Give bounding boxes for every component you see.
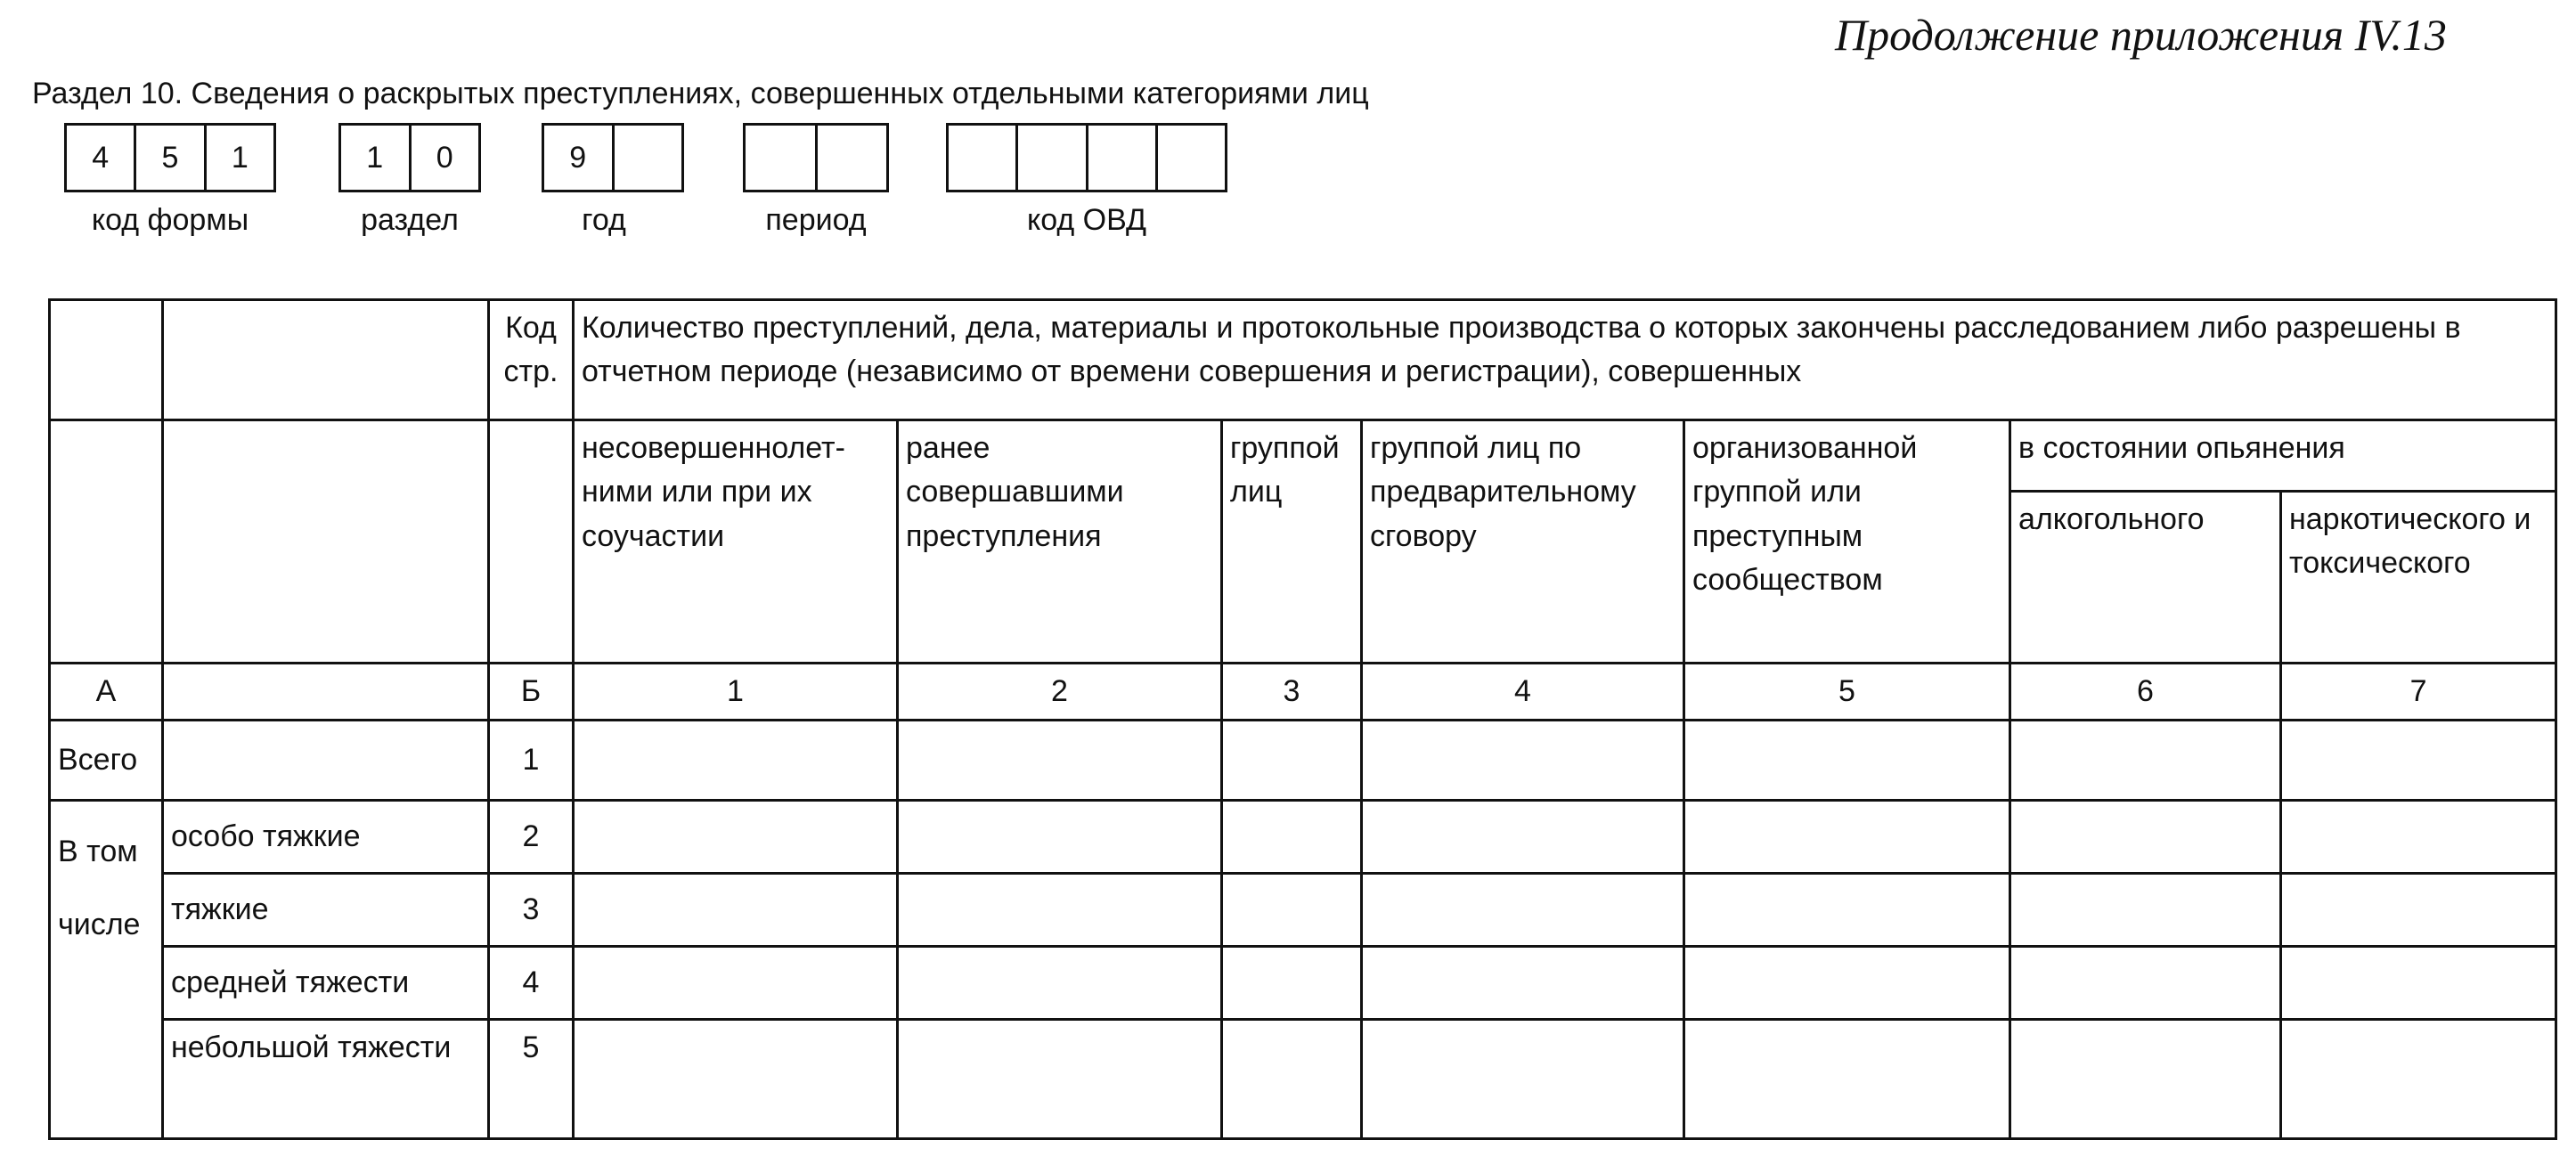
index-cell: 5 xyxy=(1684,664,2010,721)
entry-cell[interactable] xyxy=(898,721,1222,801)
header-blank xyxy=(489,492,574,664)
code-cell xyxy=(746,126,818,190)
entry-cell[interactable] xyxy=(574,721,898,801)
column-header-7: наркотического и токсического xyxy=(2281,492,2556,664)
row-label: средней тяжести xyxy=(163,947,489,1020)
code-cell xyxy=(1018,126,1088,190)
header-blank xyxy=(163,492,489,664)
entry-cell[interactable] xyxy=(898,874,1222,947)
entry-cell[interactable] xyxy=(1222,721,1362,801)
entry-cell[interactable] xyxy=(2010,874,2281,947)
index-cell: 7 xyxy=(2281,664,2556,721)
period-box xyxy=(743,123,889,192)
row-label: Всего xyxy=(50,721,163,801)
header-blank xyxy=(50,492,163,664)
index-cell: Б xyxy=(489,664,574,721)
column-header-5: организованной группой или преступным сообществом xyxy=(1684,420,2010,664)
entry-cell[interactable] xyxy=(1684,801,2010,874)
entry-cell[interactable] xyxy=(1222,801,1362,874)
entry-cell[interactable] xyxy=(2281,874,2556,947)
column-header-4: группой лиц по предварительному сговору xyxy=(1362,420,1684,664)
blank-cell xyxy=(163,721,489,801)
row-code: 3 xyxy=(489,874,574,947)
entry-cell[interactable] xyxy=(898,947,1222,1020)
code-cell: 4 xyxy=(67,126,136,190)
index-cell: А xyxy=(50,664,163,721)
header-blank xyxy=(50,300,163,420)
entry-cell[interactable] xyxy=(2281,947,2556,1020)
code-cell: 1 xyxy=(231,141,249,175)
row-label: небольшой тяжести xyxy=(163,1020,489,1139)
code-cell xyxy=(1088,126,1158,190)
entry-cell[interactable] xyxy=(898,1020,1222,1139)
code-cell: 9 xyxy=(544,126,615,190)
entry-cell[interactable] xyxy=(2010,801,2281,874)
entry-cell[interactable] xyxy=(1362,1020,1684,1139)
column-header-3: группой лиц xyxy=(1222,420,1362,664)
header-blank xyxy=(163,420,489,492)
including-label: В том числе xyxy=(50,801,163,1139)
table-row xyxy=(50,874,2556,947)
header-blank xyxy=(50,420,163,492)
main-header: Количество преступлений, дела, материалы и протокольные производства о которых закончены расследованием либо разрешены в отчетном периоде (независимо от времени совершения и регистрации), совершенных xyxy=(574,300,2556,420)
entry-cell[interactable] xyxy=(574,874,898,947)
header-blank xyxy=(489,420,574,492)
entry-cell[interactable] xyxy=(1222,874,1362,947)
form-code-label: код формы xyxy=(91,203,249,237)
year-box xyxy=(542,123,684,192)
entry-cell[interactable] xyxy=(2281,1020,2556,1139)
index-cell xyxy=(163,664,489,721)
code-cell xyxy=(949,126,1018,190)
section-code-box xyxy=(338,123,481,192)
entry-cell[interactable] xyxy=(574,1020,898,1139)
year-label: год xyxy=(582,203,626,237)
index-cell: 3 xyxy=(1222,664,1362,721)
code-cell: 5 xyxy=(136,126,206,190)
header-blank xyxy=(163,300,489,420)
index-cell: 4 xyxy=(1362,664,1684,721)
ovd-code-label: код ОВД xyxy=(1026,203,1147,237)
continuation-heading: Продолжение приложения IV.13 xyxy=(1835,10,2447,60)
column-header-6: алкогольного xyxy=(2010,492,2281,664)
form-code-box xyxy=(64,123,276,192)
section-title: Раздел 10. Сведения о раскрытых преступлениях, совершенных отдельными категориями лиц xyxy=(32,77,1369,110)
code-cell xyxy=(1158,126,1225,190)
entry-cell[interactable] xyxy=(1684,1020,2010,1139)
crimes-table xyxy=(48,298,2557,1140)
row-label: тяжкие xyxy=(163,874,489,947)
entry-cell[interactable] xyxy=(1222,947,1362,1020)
entry-cell[interactable] xyxy=(2010,947,2281,1020)
section-code-label: раздел xyxy=(361,203,459,237)
entry-cell[interactable] xyxy=(2281,801,2556,874)
entry-cell[interactable] xyxy=(1684,874,2010,947)
entry-cell[interactable] xyxy=(1684,947,2010,1020)
row-code: 4 xyxy=(489,947,574,1020)
entry-cell[interactable] xyxy=(2281,721,2556,801)
index-cell: 1 xyxy=(574,664,898,721)
entry-cell[interactable] xyxy=(2010,721,2281,801)
row-code: 5 xyxy=(489,1020,574,1139)
table-row xyxy=(50,721,2556,801)
period-label: период xyxy=(765,203,867,237)
entry-cell[interactable] xyxy=(574,801,898,874)
row-code: 2 xyxy=(489,801,574,874)
code-cell xyxy=(818,126,887,190)
entry-cell[interactable] xyxy=(1362,947,1684,1020)
entry-cell[interactable] xyxy=(1362,874,1684,947)
entry-cell[interactable] xyxy=(1362,801,1684,874)
column-header-1: несовершеннолет-ними или при их соучастии xyxy=(574,420,898,664)
index-cell: 6 xyxy=(2010,664,2281,721)
code-cell xyxy=(615,126,682,190)
index-cell: 2 xyxy=(898,664,1222,721)
entry-cell[interactable] xyxy=(1684,721,2010,801)
row-code: 1 xyxy=(489,721,574,801)
table-row xyxy=(50,1020,2556,1139)
code-cell: 0 xyxy=(436,141,453,175)
entry-cell[interactable] xyxy=(2010,1020,2281,1139)
row-label: особо тяжкие xyxy=(163,801,489,874)
table-row xyxy=(50,801,2556,874)
entry-cell[interactable] xyxy=(898,801,1222,874)
intoxication-header: в состоянии опьянения xyxy=(2010,420,2556,492)
table-row xyxy=(50,947,2556,1020)
ovd-code-box xyxy=(946,123,1227,192)
entry-cell[interactable] xyxy=(574,947,898,1020)
column-header-2: ранее совершавшими преступления xyxy=(898,420,1222,664)
code-header: Код стр. xyxy=(489,300,574,420)
entry-cell[interactable] xyxy=(1222,1020,1362,1139)
entry-cell[interactable] xyxy=(1362,721,1684,801)
code-cell: 1 xyxy=(341,126,412,190)
